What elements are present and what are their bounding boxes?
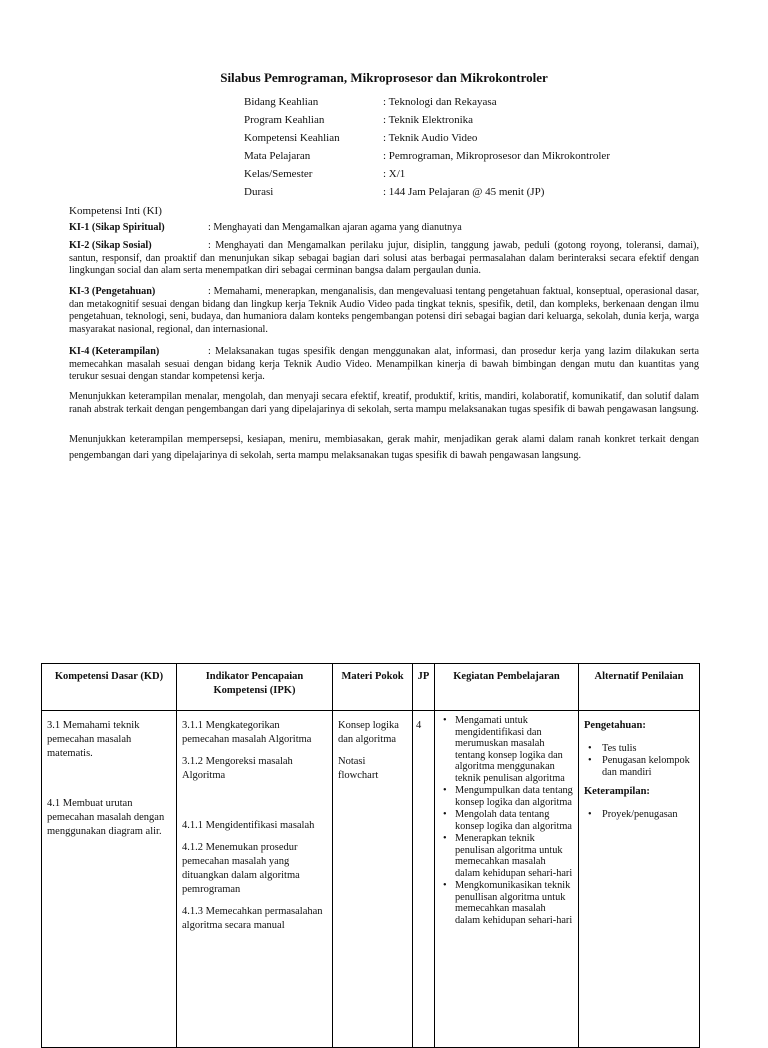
ki-heading: Kompetensi Inti (KI) (69, 205, 162, 217)
ki-text: : Memahami, menerapkan, menganalisis, dan mengevaluasi tentang pengetahuan faktual, konseptual, operasional dasar, dan metakognitif sesuai dengan bidang dan lingkup kerja Teknik Audio Video pada tingkat teknis, spesifik, detil, dan kompleks, berkenaan dengan ilmu pengetahuan, teknologi, seni, budaya, dan humaniora dalam konteks pengembangan potensi diri sebagai bagian dari keluarga, sekolah, dunia kerja, warga masyarakat nasional, regional, dan internasional. (69, 286, 699, 335)
ki-4 (69, 346, 699, 384)
list-item: • Mengkomunikasikan teknik penullisan algoritma untuk memecahkan masalah dalam kehidupan sehari-hari (449, 880, 573, 926)
list-item: • Mengumpulkan data tentang konsep logika dan algoritma (449, 785, 573, 808)
syllabus-meta (244, 95, 724, 203)
kegiatan-list (440, 715, 573, 926)
keterampilan-list (584, 809, 694, 821)
cell-kegiatan (435, 711, 579, 1048)
ki-label: KI-2 (Sikap Sosial) (69, 240, 152, 251)
ipk-item: 3.1.1 Mengkategorikan pemecahan masalah Algoritma (182, 720, 312, 745)
pengetahuan-list (584, 743, 694, 779)
paragraph-keterampilan-abstrak: Menunjukkan keterampilan menalar, mengolah, dan menyaji secara efektif, kreatif, produktif, kritis, mandiri, kolaboratif, komunikatif, dan solutif dalam ranah abstrak terkait dengan pengembangan dari yang dipelajarinya di sekolah, serta mampu melaksanakan tugas spesifik di bawah pengawasan langsung. (69, 391, 699, 415)
ki-label: KI-3 (Pengetahuan) (69, 286, 156, 297)
meta-value: : Teknik Audio Video (383, 132, 478, 144)
meta-row-kompetensi (244, 131, 724, 149)
meta-key: Kelas/Semester (244, 168, 313, 180)
header-ipk: Indikator Pencapaian Kompetensi (IPK) (177, 664, 333, 711)
materi-item: Notasi flowchart (338, 756, 379, 781)
cell-materi (333, 711, 413, 1048)
ki-text: : Menghayati dan Mengamalkan ajaran agama yang dianutnya (208, 222, 462, 233)
ki-2 (69, 240, 699, 278)
meta-key: Kompetensi Keahlian (244, 132, 340, 144)
kd-item: 3.1 Memahami teknik pemecahan masalah matematis. (47, 720, 140, 759)
paragraph-keterampilan-konkret: Menunjukkan keterampilan mempersepsi, kesiapan, meniru, membiasakan, gerak mahir, menjadikan gerak alami dalam ranah konkret terkait dengan pengembangan dari yang dipelajarinya di sekolah, serta mampu melaksanakan tugas spesifik di bawah pengawasan langsung. (69, 434, 699, 461)
ki-3 (69, 286, 699, 336)
list-item: • Mengolah data tentang konsep logika dan algoritma (449, 809, 573, 832)
header-penilaian: Alternatif Penilaian (579, 664, 700, 711)
ipk-item: 4.1.1 Mengidentifikasi masalah (182, 820, 315, 831)
table-row (42, 711, 700, 1048)
meta-row-bidang (244, 95, 724, 113)
meta-value: : X/1 (383, 168, 406, 180)
ipk-item: 3.1.2 Mengoreksi masalah Algoritma (182, 756, 293, 781)
ipk-item: 4.1.2 Menemukan prosedur pemecahan masalah yang dituangkan dalam algoritma pemrograman (182, 842, 300, 895)
meta-key: Mata Pelajaran (244, 150, 311, 162)
meta-value: : Pemrograman, Mikroprosesor dan Mikrokontroler (383, 150, 610, 162)
keterampilan-label: Keterampilan: (584, 786, 650, 797)
meta-key: Durasi (244, 186, 274, 198)
ki-text: : Menghayati dan Mengamalkan perilaku jujur, disiplin, tanggung jawab, peduli (gotong royong, toleransi, damai), santun, responsif, dan proaktif dan menunjukan sikap sebagai bagian dari solusi atas berbagai permasalahan dalam berinteraksi secara efektif dengan lingkungan social dan alam serta menempatkan diri sebagai cerminan bangsa dalam pergaulan dunia. (69, 240, 699, 276)
meta-value: : Teknik Elektronika (383, 114, 474, 126)
list-item: • Mengamati untuk mengidentifikasi dan merumuskan masalah tentang konsep logika dan algoritma menggunakan teknik penulisan algoritma (449, 715, 573, 784)
meta-row-kelas (244, 167, 724, 185)
meta-row-mapel (244, 149, 724, 167)
meta-value: : Teknologi dan Rekayasa (383, 96, 497, 108)
list-item: • Proyek/penugasan (598, 809, 694, 821)
ipk-item: 4.1.3 Memecahkan permasalahan algoritma secara manual (182, 906, 323, 931)
meta-key: Program Keahlian (244, 114, 325, 126)
header-kegiatan: Kegiatan Pembelajaran (435, 664, 579, 711)
ki-label: KI-1 (Sikap Spiritual) (69, 222, 165, 233)
cell-jp: 4 (413, 711, 435, 1048)
table-header-row (42, 664, 700, 711)
ki-1 (69, 222, 699, 235)
syllabus-table (41, 663, 700, 1048)
meta-key: Bidang Keahlian (244, 96, 319, 108)
meta-row-program (244, 113, 724, 131)
ki-label: KI-4 (Keterampilan) (69, 346, 160, 357)
header-materi: Materi Pokok (333, 664, 413, 711)
header-jp: JP (413, 664, 435, 711)
pengetahuan-label: Pengetahuan: (584, 720, 646, 731)
list-item: • Penugasan kelompok dan mandiri (598, 755, 694, 779)
meta-row-durasi (244, 185, 724, 203)
ki-text: : Melaksanakan tugas spesifik dengan menggunakan alat, informasi, dan prosedur kerja yang lazim dilakukan serta memecahkan masalah sesuai dengan bidang kerja Teknik Audio Video. Menampilkan kinerja di bawah bimbingan dengan mutu dan kuantitas yang terukur sesuai dengan standar kompetensi kerja. (69, 346, 699, 382)
document-title: Silabus Pemrograman, Mikroprosesor dan Mikrokontroler (220, 70, 548, 85)
list-item: • Menerapkan teknik penulisan algoritma untuk memecahkan masalah dalam kehidupan sehari-hari (449, 833, 573, 879)
cell-ipk (177, 711, 333, 1048)
cell-penilaian (579, 711, 700, 1048)
kd-item: 4.1 Membuat urutan pemecahan masalah dengan menggunakan diagram alir. (47, 798, 165, 837)
materi-item: Konsep logika dan algoritma (338, 720, 399, 745)
meta-value: : 144 Jam Pelajaran @ 45 menit (JP) (383, 186, 545, 198)
cell-kd (42, 711, 177, 1048)
header-kd: Kompetensi Dasar (KD) (42, 664, 177, 711)
list-item: • Tes tulis (598, 743, 694, 755)
